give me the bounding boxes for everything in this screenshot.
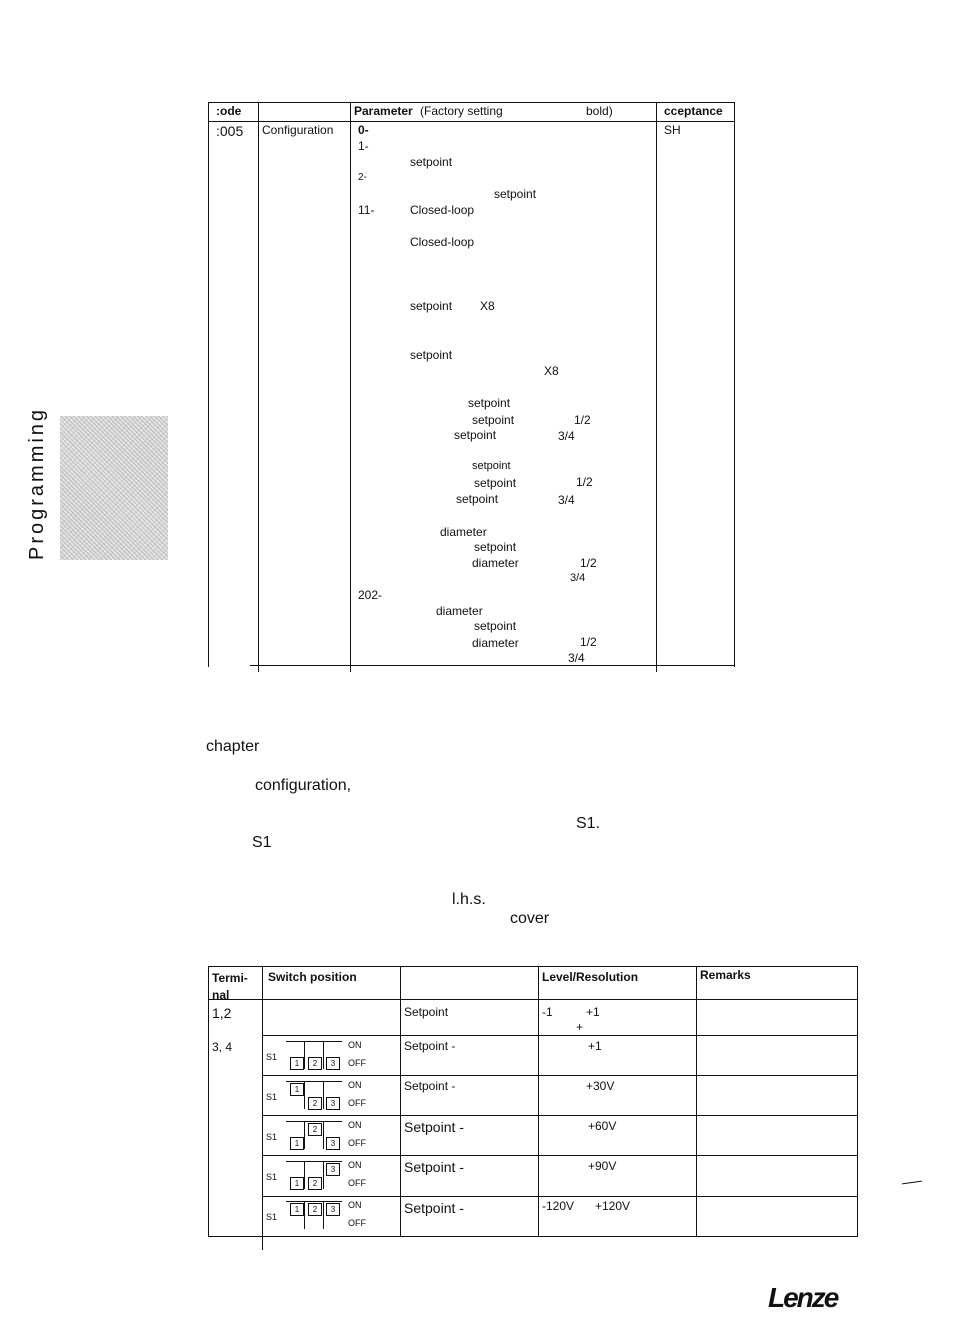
switch-label: S1 [266,1212,278,1222]
param-line: diameter [472,636,519,650]
body-word: cover [510,910,550,927]
param-line: diameter [472,556,519,570]
level-cell: +60V [588,1119,617,1133]
table2-row-border [262,1035,858,1036]
param-line: setpoint [472,460,511,472]
header-switch: Switch position [268,970,357,984]
param-line: 3/4 [558,493,575,507]
table2-row-border [262,1115,858,1116]
signal-cell: Setpoint - [404,1159,464,1175]
terminal-cell: 3, 4 [212,1040,233,1054]
param-line: setpoint [472,413,515,427]
switch-sep [304,1041,305,1069]
on-label: ON [348,1040,362,1050]
switch-sep [304,1161,305,1189]
switch-3-off: 3 [326,1057,340,1070]
param-line: X8 [480,299,495,313]
param-line: 2- [358,172,367,183]
switch-2-on: 2 [308,1203,322,1216]
table2-col-divider [400,966,401,1236]
table2-row-border [262,1155,858,1156]
level-cell: + [576,1020,584,1034]
table2-top-border [208,966,858,967]
param-line: X8 [544,364,559,378]
switch-label: S1 [266,1132,278,1142]
signal-cell: Setpoint - [404,1079,456,1093]
body-word: l.h.s. [452,891,486,908]
param-line: setpoint [494,187,537,201]
off-label: OFF [348,1138,366,1148]
param-line: 1/2 [574,413,591,427]
param-line: 11- [358,203,375,217]
table1-right-border [734,102,735,667]
dip-switch-s1 [266,1200,366,1232]
level-cell: -120V [542,1199,575,1213]
switch-sep [323,1121,324,1149]
lenze-logo: Lenze [768,1282,838,1313]
chapter-tab-pattern [60,416,168,560]
switch-2-off: 2 [308,1097,322,1110]
body-word: configuration, [255,777,352,794]
param-line: 202- [358,588,383,602]
table1-col-divider [656,102,657,672]
param-line: Closed-loop [410,203,475,217]
switch-sep [323,1041,324,1069]
param-line: setpoint [456,492,499,506]
table2-row-border [262,1075,858,1076]
param-line: setpoint [454,428,497,442]
switch-label: S1 [266,1172,278,1182]
param-line: diameter [436,604,483,618]
switch-2-off: 2 [308,1057,322,1070]
header-code: :ode [216,104,242,118]
body-word: S1 [252,834,272,851]
signal-cell: Setpoint - [404,1200,464,1216]
param-line: setpoint [474,540,517,554]
table1-col-divider [258,102,259,672]
level-cell: +90V [588,1159,617,1173]
switch-1-on: 1 [290,1203,304,1216]
switch-3-on: 3 [326,1203,340,1216]
param-line: 1/2 [580,635,597,649]
switch-2-on: 2 [308,1123,322,1136]
header-terminal: Termi- nal [212,971,248,1002]
header-acceptance: cceptance [664,104,723,118]
param-line: 1/2 [580,556,597,570]
header-bold: bold) [586,104,613,118]
table2-right-border [857,966,858,1236]
signal-cell: Setpoint [404,1005,449,1019]
header-level: Level/Resolution [542,970,639,984]
level-cell: +1 [586,1005,600,1019]
switch-sep [304,1201,305,1229]
dip-switch-s1 [266,1160,366,1192]
param-line: 3/4 [568,651,585,665]
param-line: 0- [358,123,369,137]
table2-col-divider [696,966,697,1236]
level-cell: -1 [542,1005,553,1019]
acceptance-value: SH [664,123,681,137]
signal-cell: Setpoint - [404,1039,456,1053]
table2-bottom-border [208,1236,858,1237]
terminal-cell: 1,2 [212,1005,232,1021]
param-line: 3/4 [570,572,586,584]
param-line: diameter [440,525,487,539]
table1-bottom-border [250,665,735,666]
body-word: chapter [206,738,260,755]
on-label: ON [348,1120,362,1130]
on-label: ON [348,1160,362,1170]
level-cell: +1 [588,1039,602,1053]
level-cell: +120V [595,1199,631,1213]
off-label: OFF [348,1058,366,1068]
switch-sep [323,1161,324,1189]
switch-3-on: 3 [326,1163,340,1176]
margin-mark [902,1181,922,1185]
table1-col-divider [350,102,351,672]
header-factory: (Factory setting [420,104,503,118]
table2-col-divider [538,966,539,1236]
switch-sep [323,1081,324,1109]
dip-switch-s1 [266,1120,366,1152]
off-label: OFF [348,1178,366,1188]
signal-cell: Setpoint - [404,1119,464,1135]
code-name: Configuration [262,123,334,137]
switch-3-off: 3 [326,1137,340,1150]
param-line: setpoint [410,299,453,313]
switch-1-off: 1 [290,1057,304,1070]
switch-sep [304,1081,305,1109]
switch-sep [323,1201,324,1229]
table1-left-border [208,102,209,667]
param-line: setpoint [410,348,453,362]
switch-label: S1 [266,1092,278,1102]
table2-col-divider [262,966,263,1250]
on-label: ON [348,1200,362,1210]
header-parameter: Parameter [354,104,413,118]
switch-1-on: 1 [290,1083,304,1096]
switch-sep [304,1121,305,1149]
table2-row-border [208,999,858,1000]
table2-left-border [208,966,209,1236]
param-line: 3/4 [558,429,575,443]
table2-row-border [262,1196,858,1197]
switch-1-off: 1 [290,1137,304,1150]
param-line: 1- [358,139,369,153]
code-value: :005 [216,123,244,139]
dip-switch-s1 [266,1080,366,1112]
param-line: 1/2 [576,475,593,489]
switch-label: S1 [266,1052,278,1062]
chapter-side-label: Programming [26,406,48,560]
param-line: setpoint [474,476,517,490]
switch-1-off: 1 [290,1177,304,1190]
switch-2-off: 2 [308,1177,322,1190]
param-line: Closed-loop [410,235,475,249]
on-label: ON [348,1080,362,1090]
param-line: setpoint [468,396,511,410]
header-remarks: Remarks [700,968,751,982]
body-word: S1. [576,815,601,832]
dip-switch-s1 [266,1040,366,1072]
off-label: OFF [348,1218,366,1228]
switch-3-off: 3 [326,1097,340,1110]
level-cell: +30V [586,1079,615,1093]
param-line: setpoint [474,619,517,633]
param-line: setpoint [410,155,453,169]
off-label: OFF [348,1098,366,1108]
